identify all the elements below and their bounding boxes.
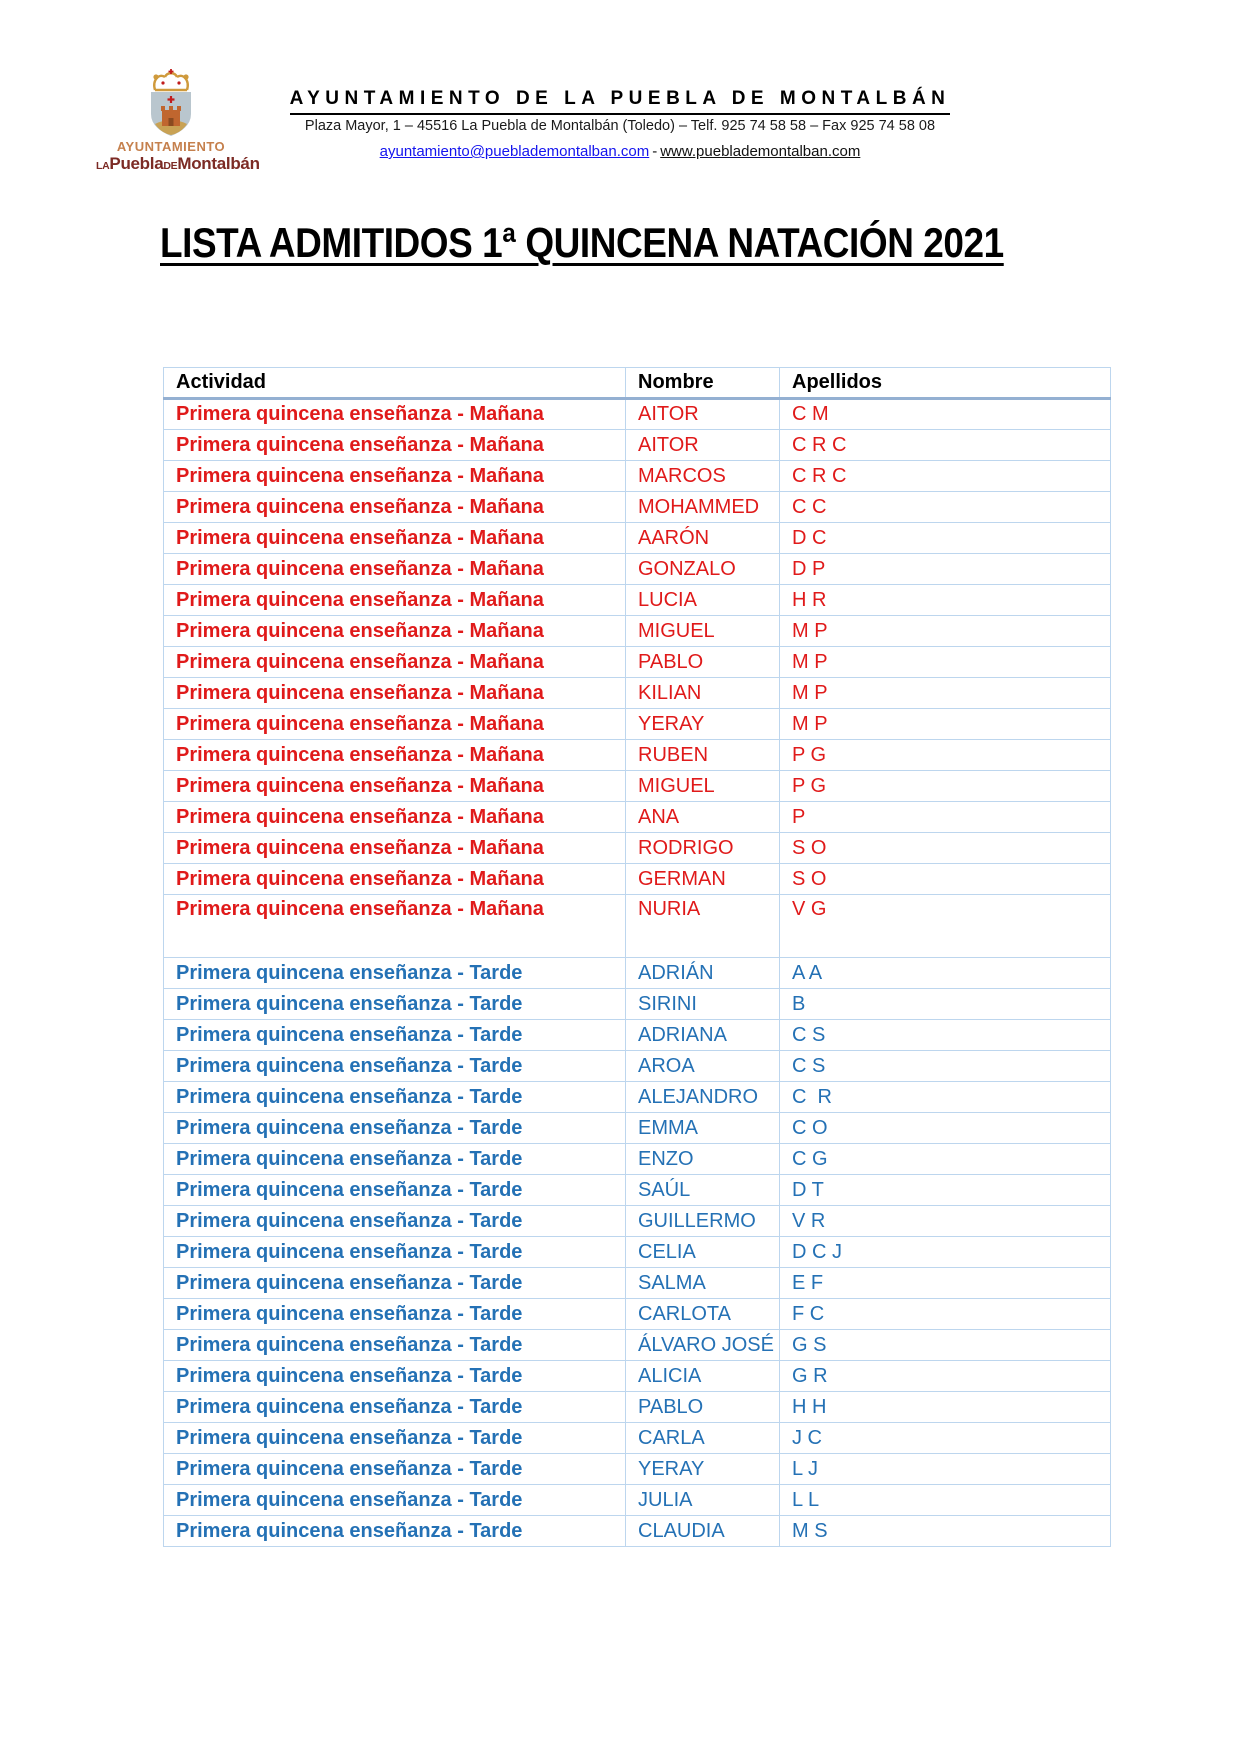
nombre-cell: KILIAN (626, 678, 780, 709)
table-row (164, 740, 1111, 771)
nombre-cell: JULIA (626, 1485, 780, 1516)
activity-cell: Primera quincena enseñanza - Tarde (164, 1454, 626, 1485)
coat-of-arms-icon (125, 68, 217, 138)
nombre-cell: CARLOTA (626, 1299, 780, 1330)
logo-text-la: LA (96, 160, 110, 172)
nombre-cell: GUILLERMO (626, 1206, 780, 1237)
activity-cell: Primera quincena enseñanza - Mañana (164, 740, 626, 771)
nombre-cell: RODRIGO (626, 833, 780, 864)
nombre-cell: MARCOS (626, 461, 780, 492)
activity-cell: Primera quincena enseñanza - Mañana (164, 461, 626, 492)
apellidos-cell: P G (780, 771, 1111, 802)
table-row (164, 958, 1111, 989)
table-row (164, 1144, 1111, 1175)
logo-text-ayuntamiento: AYUNTAMIENTO (116, 139, 226, 154)
apellidos-cell: D T (780, 1175, 1111, 1206)
nombre-cell: NURIA (626, 895, 780, 958)
table-row (164, 802, 1111, 833)
nombre-cell: LUCIA (626, 585, 780, 616)
apellidos-cell: M S (780, 1516, 1111, 1547)
activity-cell: Primera quincena enseñanza - Tarde (164, 1020, 626, 1051)
municipality-logo (96, 68, 260, 174)
apellidos-cell: C R (780, 1082, 1111, 1113)
activity-cell: Primera quincena enseñanza - Tarde (164, 1299, 626, 1330)
table-row (164, 1113, 1111, 1144)
activity-cell: Primera quincena enseñanza - Mañana (164, 833, 626, 864)
column-header-nombre: Nombre (626, 368, 780, 399)
table-row (164, 1082, 1111, 1113)
apellidos-cell: J C (780, 1423, 1111, 1454)
activity-cell: Primera quincena enseñanza - Tarde (164, 1268, 626, 1299)
nombre-cell: YERAY (626, 1454, 780, 1485)
table-row (164, 492, 1111, 523)
apellidos-cell: S O (780, 864, 1111, 895)
table-row (164, 616, 1111, 647)
table-row (164, 1423, 1111, 1454)
table-row (164, 709, 1111, 740)
nombre-cell: ENZO (626, 1144, 780, 1175)
letterhead-links (285, 143, 955, 160)
activity-cell: Primera quincena enseñanza - Tarde (164, 1330, 626, 1361)
apellidos-cell: B (780, 989, 1111, 1020)
table-row (164, 585, 1111, 616)
apellidos-cell: L L (780, 1485, 1111, 1516)
activity-cell: Primera quincena enseñanza - Mañana (164, 771, 626, 802)
table-row (164, 1237, 1111, 1268)
table-row (164, 1299, 1111, 1330)
nombre-cell: AITOR (626, 399, 780, 430)
link-separator: - (652, 143, 658, 160)
activity-cell: Primera quincena enseñanza - Mañana (164, 647, 626, 678)
activity-cell: Primera quincena enseñanza - Mañana (164, 585, 626, 616)
activity-cell: Primera quincena enseñanza - Tarde (164, 1485, 626, 1516)
activity-cell: Primera quincena enseñanza - Mañana (164, 430, 626, 461)
activity-cell: Primera quincena enseñanza - Tarde (164, 1361, 626, 1392)
apellidos-cell: V G (780, 895, 1111, 958)
nombre-cell: SALMA (626, 1268, 780, 1299)
apellidos-cell: P G (780, 740, 1111, 771)
apellidos-cell: D C (780, 523, 1111, 554)
activity-cell: Primera quincena enseñanza - Tarde (164, 1206, 626, 1237)
nombre-cell: CLAUDIA (626, 1516, 780, 1547)
activity-cell: Primera quincena enseñanza - Mañana (164, 802, 626, 833)
nombre-cell: SAÚL (626, 1175, 780, 1206)
nombre-cell: AITOR (626, 430, 780, 461)
logo-text-montalban: Montalbán (177, 154, 260, 173)
nombre-cell: ADRIANA (626, 1020, 780, 1051)
apellidos-cell: G R (780, 1361, 1111, 1392)
apellidos-cell: C G (780, 1144, 1111, 1175)
activity-cell: Primera quincena enseñanza - Mañana (164, 864, 626, 895)
apellidos-cell: C S (780, 1051, 1111, 1082)
table-row (164, 523, 1111, 554)
table-row (164, 1175, 1111, 1206)
apellidos-cell: L J (780, 1454, 1111, 1485)
apellidos-cell: S O (780, 833, 1111, 864)
apellidos-cell: C R C (780, 430, 1111, 461)
table-row (164, 1454, 1111, 1485)
activity-cell: Primera quincena enseñanza - Tarde (164, 1051, 626, 1082)
letterhead-title: AYUNTAMIENTO DE LA PUEBLA DE MONTALBÁN (290, 88, 951, 115)
apellidos-cell: H H (780, 1392, 1111, 1423)
nombre-cell: PABLO (626, 647, 780, 678)
apellidos-cell: V R (780, 1206, 1111, 1237)
table-row (164, 430, 1111, 461)
activity-cell: Primera quincena enseñanza - Tarde (164, 1175, 626, 1206)
table-row (164, 989, 1111, 1020)
nombre-cell: SIRINI (626, 989, 780, 1020)
activity-cell: Primera quincena enseñanza - Mañana (164, 709, 626, 740)
apellidos-cell: G S (780, 1330, 1111, 1361)
nombre-cell: ÁLVARO JOSÉ (626, 1330, 780, 1361)
apellidos-cell: D P (780, 554, 1111, 585)
activity-cell: Primera quincena enseñanza - Mañana (164, 678, 626, 709)
activity-cell: Primera quincena enseñanza - Tarde (164, 1516, 626, 1547)
table-row (164, 1206, 1111, 1237)
email-link[interactable]: ayuntamiento@pueblademontalban.com (379, 143, 650, 160)
table-row (164, 864, 1111, 895)
apellidos-cell: H R (780, 585, 1111, 616)
apellidos-cell: C M (780, 399, 1111, 430)
activity-cell: Primera quincena enseñanza - Mañana (164, 523, 626, 554)
table-header-row (164, 368, 1111, 399)
activity-cell: Primera quincena enseñanza - Tarde (164, 1113, 626, 1144)
activity-cell: Primera quincena enseñanza - Tarde (164, 1144, 626, 1175)
activity-cell: Primera quincena enseñanza - Tarde (164, 958, 626, 989)
apellidos-cell: A A (780, 958, 1111, 989)
nombre-cell: CARLA (626, 1423, 780, 1454)
nombre-cell: MIGUEL (626, 771, 780, 802)
logo-text-municipality-name (96, 154, 260, 174)
nombre-cell: MOHAMMED (626, 492, 780, 523)
apellidos-cell: M P (780, 616, 1111, 647)
table-row (164, 895, 1111, 958)
table-row (164, 1485, 1111, 1516)
nombre-cell: YERAY (626, 709, 780, 740)
table-row (164, 399, 1111, 430)
letterhead (285, 88, 955, 160)
logo-text-de: DE (163, 160, 178, 172)
table-row (164, 461, 1111, 492)
activity-cell: Primera quincena enseñanza - Mañana (164, 554, 626, 585)
apellidos-cell: M P (780, 678, 1111, 709)
activity-cell: Primera quincena enseñanza - Tarde (164, 1237, 626, 1268)
nombre-cell: MIGUEL (626, 616, 780, 647)
table-header (164, 368, 1111, 399)
page-title: LISTA ADMITIDOS 1ª QUINCENA NATACIÓN 2021 (160, 219, 1004, 266)
nombre-cell: AROA (626, 1051, 780, 1082)
apellidos-cell: C O (780, 1113, 1111, 1144)
table-row (164, 554, 1111, 585)
activity-cell: Primera quincena enseñanza - Mañana (164, 616, 626, 647)
apellidos-cell: M P (780, 647, 1111, 678)
apellidos-cell: C S (780, 1020, 1111, 1051)
table-row (164, 647, 1111, 678)
apellidos-cell: P (780, 802, 1111, 833)
nombre-cell: GONZALO (626, 554, 780, 585)
nombre-cell: AARÓN (626, 523, 780, 554)
nombre-cell: ADRIÁN (626, 958, 780, 989)
nombre-cell: RUBEN (626, 740, 780, 771)
apellidos-cell: E F (780, 1268, 1111, 1299)
activity-cell: Primera quincena enseñanza - Tarde (164, 1392, 626, 1423)
table-row (164, 1516, 1111, 1547)
activity-cell: Primera quincena enseñanza - Tarde (164, 1082, 626, 1113)
table-row (164, 1051, 1111, 1082)
activity-cell: Primera quincena enseñanza - Mañana (164, 492, 626, 523)
table-row (164, 1330, 1111, 1361)
admissions-table-body (164, 399, 1111, 1547)
logo-text-puebla: Puebla (109, 154, 164, 173)
activity-cell: Primera quincena enseñanza - Mañana (164, 895, 626, 958)
activity-cell: Primera quincena enseñanza - Mañana (164, 399, 626, 430)
apellidos-cell: D C J (780, 1237, 1111, 1268)
table-row (164, 1268, 1111, 1299)
apellidos-cell: C C (780, 492, 1111, 523)
nombre-cell: GERMAN (626, 864, 780, 895)
letterhead-address: Plaza Mayor, 1 – 45516 La Puebla de Montalbán (Toledo) – Telf. 925 74 58 58 – Fax 925 74 58 08 (304, 118, 936, 134)
activity-cell: Primera quincena enseñanza - Tarde (164, 989, 626, 1020)
apellidos-cell: F C (780, 1299, 1111, 1330)
admissions-table (163, 367, 1111, 1547)
column-header-apellidos: Apellidos (780, 368, 1111, 399)
apellidos-cell: M P (780, 709, 1111, 740)
table-row (164, 771, 1111, 802)
table-row (164, 833, 1111, 864)
nombre-cell: ALEJANDRO (626, 1082, 780, 1113)
nombre-cell: ALICIA (626, 1361, 780, 1392)
activity-cell: Primera quincena enseñanza - Tarde (164, 1423, 626, 1454)
nombre-cell: ANA (626, 802, 780, 833)
column-header-actividad: Actividad (164, 368, 626, 399)
nombre-cell: PABLO (626, 1392, 780, 1423)
table-row (164, 1361, 1111, 1392)
website-link[interactable]: www.pueblademontalban.com (660, 143, 861, 160)
apellidos-cell: C R C (780, 461, 1111, 492)
nombre-cell: EMMA (626, 1113, 780, 1144)
table-row (164, 678, 1111, 709)
table-row (164, 1020, 1111, 1051)
nombre-cell: CELIA (626, 1237, 780, 1268)
table-row (164, 1392, 1111, 1423)
